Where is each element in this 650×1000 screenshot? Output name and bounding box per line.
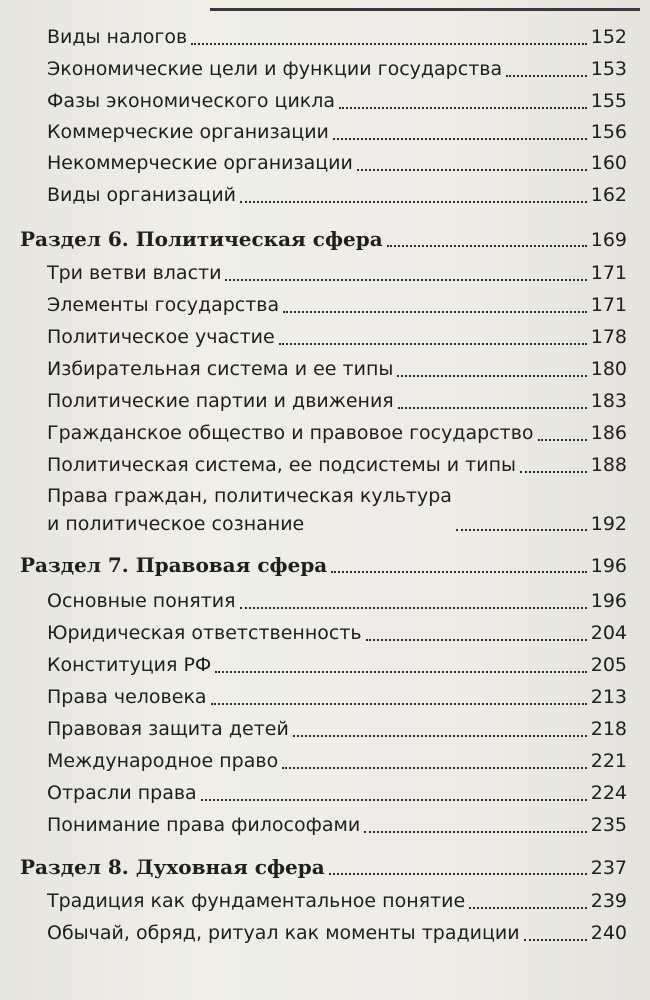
- toc-entry-title: Элементы государства: [47, 294, 280, 316]
- toc-entry: [47, 117, 627, 147]
- toc-page-number: 224: [590, 782, 627, 804]
- toc-page-number: 153: [590, 58, 627, 80]
- toc-entry-title-line1: Права граждан, политическая культура: [47, 485, 452, 507]
- leader-dots: [240, 607, 587, 609]
- toc-entry-title-line2: и политическое сознание: [47, 513, 305, 535]
- toc-section-title: Раздел 8. Духовная сфера: [20, 855, 325, 879]
- toc-entry: [47, 650, 627, 680]
- toc-page-number: 186: [590, 422, 627, 444]
- leader-dots: [364, 831, 587, 833]
- leader-dots: [333, 138, 587, 140]
- toc-page-number: 171: [590, 294, 627, 316]
- toc-entry: [47, 682, 627, 712]
- toc-page-number: 237: [590, 857, 627, 879]
- toc-entry: [47, 290, 627, 320]
- leader-dots: [331, 571, 586, 573]
- toc-section-heading: [20, 224, 627, 254]
- toc-entry: [47, 258, 627, 288]
- leader-dots: [201, 799, 587, 801]
- toc-entry: [47, 618, 627, 648]
- toc-entry: [47, 418, 627, 448]
- toc-page-number: 196: [590, 555, 627, 577]
- toc-entry: [47, 918, 627, 948]
- toc-entry-title: Обычай, обряд, ритуал как моменты традиции: [47, 922, 520, 944]
- leader-dots: [225, 279, 586, 281]
- leader-dots: [279, 343, 587, 345]
- leader-dots: [506, 75, 587, 77]
- toc-entry-title: Отрасли права: [47, 782, 197, 804]
- toc-page-number: 169: [590, 229, 627, 251]
- leader-dots: [293, 735, 587, 737]
- toc-entry: [47, 810, 627, 840]
- toc-section-heading: [20, 852, 627, 882]
- toc-page-number: 180: [590, 358, 627, 380]
- leader-dots: [240, 201, 587, 203]
- toc-page-number: 152: [590, 26, 627, 48]
- toc-entry: [47, 746, 627, 776]
- toc-page-number: 188: [590, 454, 627, 476]
- toc-page-number: 218: [590, 718, 627, 740]
- toc-entry: [47, 714, 627, 744]
- leader-dots: [469, 907, 587, 909]
- toc-entry-title: Международное право: [47, 750, 279, 772]
- leader-dots: [524, 939, 587, 941]
- toc-section-heading: [20, 550, 627, 580]
- toc-entry-title: Виды организаций: [47, 184, 237, 206]
- leader-dots: [282, 767, 587, 769]
- toc-page-number: 204: [590, 622, 627, 644]
- toc-entry: [47, 586, 627, 616]
- leader-dots: [211, 703, 587, 705]
- leader-dots: [283, 311, 587, 313]
- leader-dots: [397, 375, 586, 377]
- toc-entry: [47, 450, 627, 480]
- toc-page-number: 205: [590, 654, 627, 676]
- toc-entry-title: Фазы экономического цикла: [47, 90, 336, 112]
- leader-dots: [357, 169, 587, 171]
- leader-dots: [215, 671, 586, 673]
- leader-dots: [456, 529, 587, 531]
- toc-entry-title: Политическое участие: [47, 326, 275, 348]
- toc-page-number: 171: [590, 262, 627, 284]
- leader-dots: [520, 471, 587, 473]
- toc-page-number: 213: [590, 686, 627, 708]
- toc-entry-title: Основные понятия: [47, 590, 236, 612]
- toc-page-number: 239: [590, 890, 627, 912]
- toc-entry-title: Понимание права философами: [47, 814, 361, 836]
- toc-page-number: 155: [590, 90, 627, 112]
- leader-dots: [339, 107, 587, 109]
- toc-page-number: 178: [590, 326, 627, 348]
- toc-section-title: Раздел 6. Политическая сфера: [20, 227, 383, 251]
- toc-entry-title: Экономические цели и функции государства: [47, 58, 503, 80]
- toc-entry-title: Конституция РФ: [47, 654, 212, 676]
- toc-entry-title: Гражданское общество и правовое государство: [47, 422, 534, 444]
- toc-entry: [47, 386, 627, 416]
- leader-dots: [366, 639, 587, 641]
- toc-entry-title: Некоммерческие организации: [47, 152, 353, 174]
- leader-dots: [398, 407, 587, 409]
- toc-entry: [47, 322, 627, 352]
- toc-section-title: Раздел 7. Правовая сфера: [20, 553, 328, 577]
- toc-entry-title: Политические партии и движения: [47, 390, 394, 412]
- toc-page-number: 240: [590, 922, 627, 944]
- toc-entry: [47, 354, 627, 384]
- leader-dots: [538, 439, 587, 441]
- toc-page-number: 235: [590, 814, 627, 836]
- toc-entry: [47, 54, 627, 84]
- toc-page-number: 156: [590, 121, 627, 143]
- toc-entry-title: Юридическая ответственность: [47, 622, 362, 644]
- leader-dots: [191, 43, 587, 45]
- toc-entry: [47, 86, 627, 116]
- toc-entry-title: Традиция как фундаментальное понятие: [47, 890, 466, 912]
- toc-page-number: 183: [590, 390, 627, 412]
- toc-page-number: 162: [590, 184, 627, 206]
- toc-entry-title: [47, 482, 452, 538]
- toc-entry-title: Права человека: [47, 686, 207, 708]
- toc-page-number: 160: [590, 152, 627, 174]
- toc-entry: [47, 886, 627, 916]
- toc-entry: [47, 148, 627, 178]
- toc-entry-title: Три ветви власти: [47, 262, 222, 284]
- toc-page-number: 196: [590, 590, 627, 612]
- leader-dots: [329, 873, 587, 875]
- toc-entry-title: Коммерческие организации: [47, 121, 329, 143]
- toc-entry-title: Виды налогов: [47, 26, 188, 48]
- toc-page-number: 221: [590, 750, 627, 772]
- toc-entry: [47, 180, 627, 210]
- toc-entry-title: Правовая защита детей: [47, 718, 289, 740]
- toc-entry-title: Избирательная система и ее типы: [47, 358, 394, 380]
- toc-entry: [47, 778, 627, 808]
- toc-entry: [47, 482, 627, 538]
- leader-dots: [387, 245, 587, 247]
- toc-page-number: 192: [590, 513, 627, 535]
- toc-entry-title: Политическая система, ее подсистемы и типы: [47, 454, 517, 476]
- toc-entry: [47, 22, 627, 52]
